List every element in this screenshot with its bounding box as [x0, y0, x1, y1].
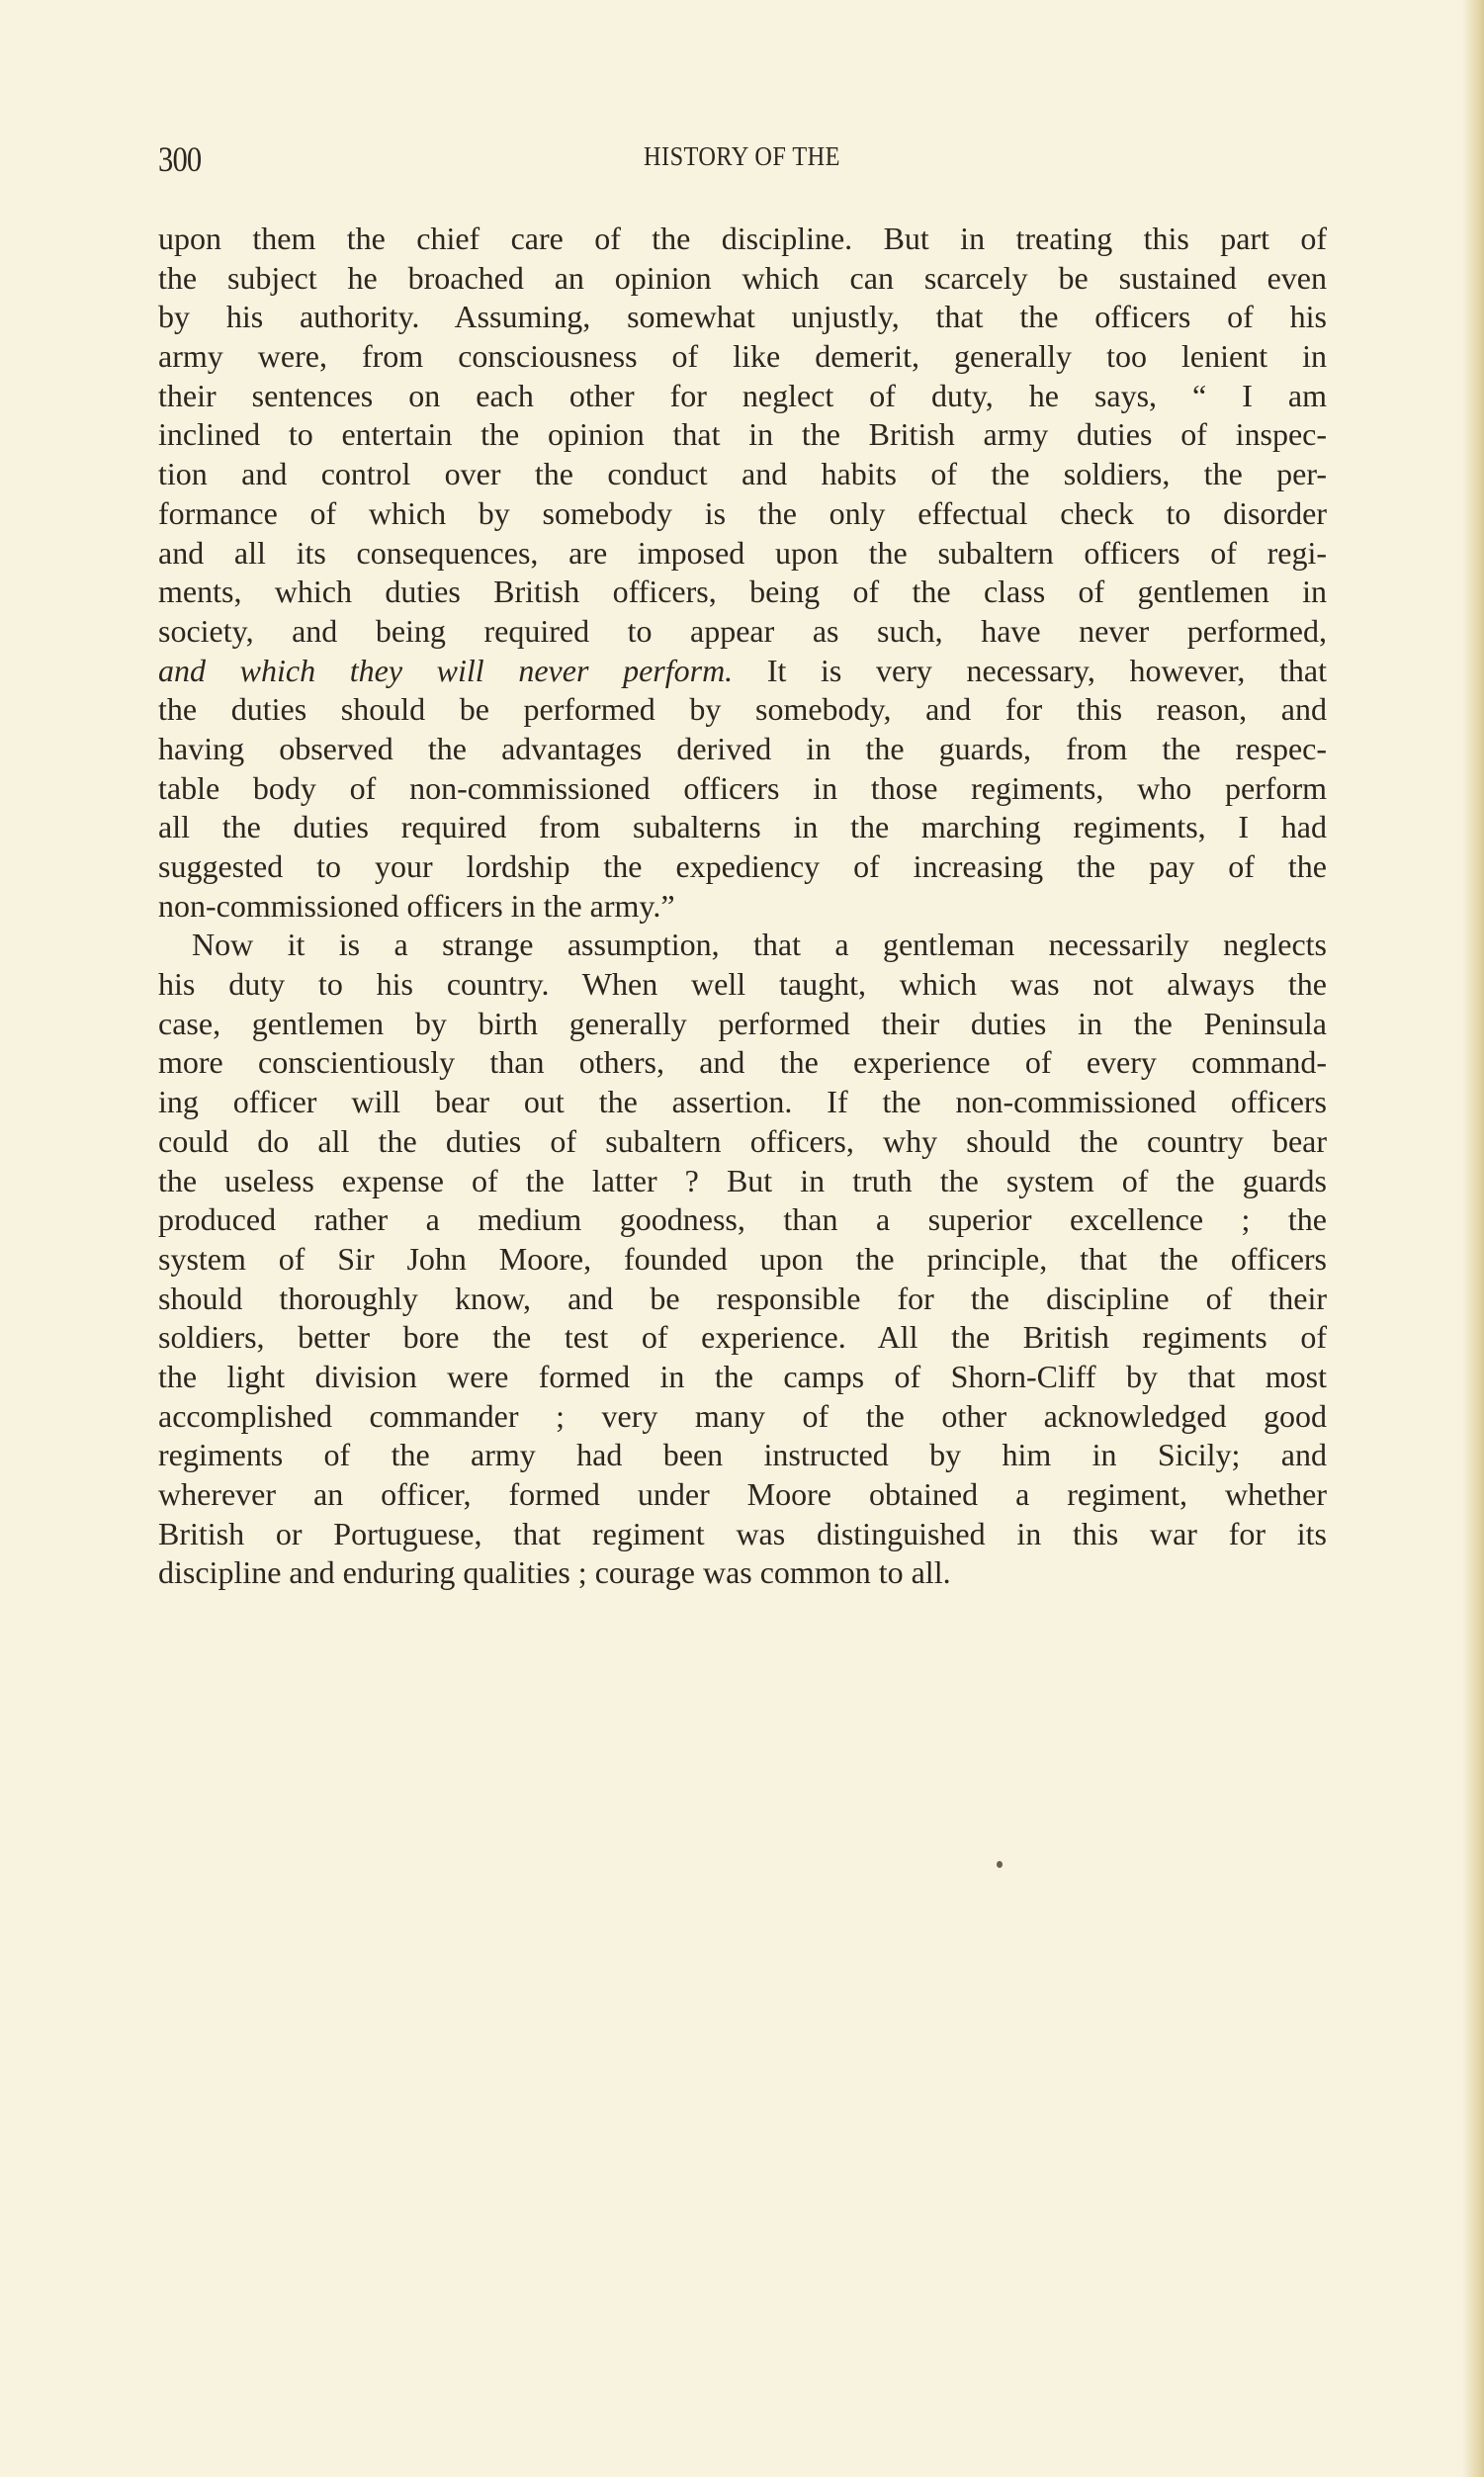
line-text: the duties should be performed by somebody, and for this reason, and	[158, 691, 1327, 728]
ink-speck	[997, 1861, 1003, 1868]
line-text: accomplished commander ; very many of the other acknowledged good	[158, 1397, 1327, 1434]
line-text: more conscientiously than others, and the experience of every command-	[158, 1044, 1327, 1081]
line-text: their sentences on each other for neglect of duty, he says, “ I am	[158, 377, 1327, 413]
text-line	[158, 455, 1327, 494]
line-text: should thoroughly know, and be responsible for the discipline of their	[158, 1280, 1327, 1316]
text-line	[158, 1280, 1327, 1319]
line-text: produced rather a medium goodness, than a superior excellence ; the	[158, 1201, 1327, 1238]
line-text: suggested to your lordship the expediency of increasing the pay of the	[158, 848, 1327, 884]
line-text: wherever an officer, formed under Moore obtained a regiment, whether	[158, 1476, 1327, 1512]
text-line	[158, 1436, 1327, 1475]
line-text: It is very necessary, however, that	[733, 652, 1328, 688]
text-line	[158, 573, 1327, 612]
line-text: could do all the duties of subaltern officers, why should the country bear	[158, 1122, 1327, 1159]
text-line	[158, 730, 1327, 769]
text-line	[158, 1043, 1327, 1083]
text-line	[158, 1358, 1327, 1397]
line-text: soldiers, better bore the test of experience. All the British regiments of	[158, 1319, 1327, 1356]
line-text: all the duties required from subalterns in the marching regiments, I had	[158, 809, 1327, 845]
text-line	[158, 534, 1327, 574]
text-line	[158, 1122, 1327, 1162]
body-text	[158, 220, 1327, 1593]
line-text: non-commissioned officers in the army.”	[158, 887, 675, 924]
line-text: society, and being required to appear as such, have never performed,	[158, 612, 1327, 649]
text-line	[158, 377, 1327, 416]
text-line	[158, 965, 1327, 1005]
page-edge-shadow	[1462, 0, 1484, 2477]
text-line	[158, 808, 1327, 847]
line-text: by his authority. Assuming, somewhat unjustly, that the officers of his	[158, 299, 1327, 335]
line-text: the useless expense of the latter ? But in truth the system of the guards	[158, 1162, 1327, 1198]
text-line	[158, 690, 1327, 730]
running-title: HISTORY OF THE	[644, 141, 840, 171]
text-line	[158, 1475, 1327, 1515]
text-line	[158, 887, 1327, 927]
line-text: ing officer will bear out the assertion. If the non-commissioned officers	[158, 1084, 1327, 1120]
text-line	[158, 847, 1327, 887]
line-text: tion and control over the conduct and habits of the soldiers, the per-	[158, 456, 1327, 492]
line-text: Now it is a strange assumption, that a gentleman necessarily neglects	[192, 927, 1327, 963]
text-line	[158, 298, 1327, 337]
line-text: ments, which duties British officers, being of the class of gentlemen in	[158, 574, 1327, 610]
line-text: case, gentlemen by birth generally performed their duties in the Peninsula	[158, 1005, 1327, 1041]
text-line	[158, 1200, 1327, 1240]
line-text: system of Sir John Moore, founded upon the principle, that the officers	[158, 1240, 1327, 1277]
text-line	[158, 259, 1327, 299]
line-text: inclined to entertain the opinion that in the British army duties of inspec-	[158, 416, 1327, 453]
text-line	[158, 337, 1327, 377]
text-line	[158, 220, 1327, 259]
text-line	[158, 1083, 1327, 1122]
italic-quote: and which they will never perform.	[158, 652, 734, 688]
text-line	[158, 494, 1327, 534]
line-text: the light division were formed in the camps of Shorn-Cliff by that most	[158, 1358, 1327, 1394]
line-text: upon them the chief care of the discipline. But in treating this part of	[158, 221, 1327, 256]
text-line	[158, 1553, 1327, 1593]
page-number: 300	[158, 139, 202, 179]
line-text: army were, from consciousness of like demerit, generally too lenient in	[158, 338, 1327, 375]
text-line	[158, 1397, 1327, 1437]
line-text: table body of non-commissioned officers in those regiments, who perform	[158, 769, 1327, 806]
line-text: his duty to his country. When well taught, which was not always the	[158, 966, 1327, 1003]
text-line	[158, 769, 1327, 809]
line-text: regiments of the army had been instructed by him in Sicily; and	[158, 1437, 1327, 1473]
line-text: the subject he broached an opinion which can scarcely be sustained even	[158, 259, 1327, 296]
text-line	[158, 1162, 1327, 1201]
line-text: formance of which by somebody is the only effectual check to disorder	[158, 494, 1327, 531]
text-line	[158, 415, 1327, 455]
text-line	[158, 926, 1327, 965]
line-text: discipline and enduring qualities ; courage was common to all.	[158, 1554, 951, 1591]
line-text: having observed the advantages derived in the guards, from the respec-	[158, 730, 1327, 766]
text-line	[158, 652, 1327, 691]
text-line	[158, 1318, 1327, 1358]
line-text: and all its consequences, are imposed upon the subaltern officers of regi-	[158, 534, 1327, 571]
text-line	[158, 1240, 1327, 1280]
text-line	[158, 1515, 1327, 1554]
text-line	[158, 1005, 1327, 1044]
text-line	[158, 612, 1327, 652]
line-text: British or Portuguese, that regiment was distinguished in this war for its	[158, 1515, 1327, 1551]
